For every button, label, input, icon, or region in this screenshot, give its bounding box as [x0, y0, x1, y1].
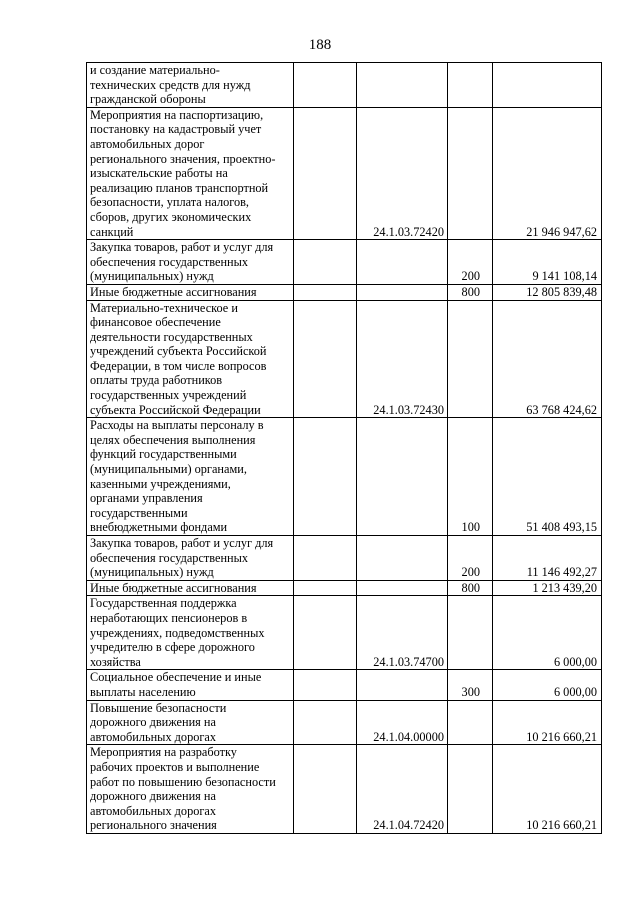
row-target-code: 24.1.04.00000 — [357, 700, 448, 745]
description-line: Мероприятия на разработку — [90, 745, 237, 760]
description-line: автомобильных дорогах — [90, 729, 217, 744]
row-description — [87, 580, 294, 596]
row-description — [87, 63, 294, 108]
row-expense-type — [448, 63, 493, 108]
row-expense-type — [448, 745, 493, 834]
row-description — [87, 536, 294, 581]
description-line: учреждениях, подведомственных — [90, 625, 265, 640]
description-line: хозяйства — [90, 654, 141, 669]
description-line: дорожного движения на — [90, 715, 216, 730]
table-row — [87, 670, 602, 700]
table-row — [87, 418, 602, 536]
row-description — [87, 107, 294, 239]
description-line: рабочих проектов и выполнение — [90, 759, 260, 774]
description-line: санкций — [90, 224, 134, 239]
table-row — [87, 536, 602, 581]
description-line: (муниципальных) нужд — [90, 565, 214, 580]
row-amount: 63 768 424,62 — [493, 300, 602, 418]
description-line: казенными учреждениями, — [90, 476, 231, 491]
row-amount: 10 216 660,21 — [493, 745, 602, 834]
description-line: (муниципальными) органами, — [90, 462, 247, 477]
description-line: государственных учреждений — [90, 388, 247, 403]
description-line: Закупка товаров, работ и услуг для — [90, 536, 274, 550]
row-subcode — [294, 596, 357, 670]
row-subcode — [294, 580, 357, 596]
description-line: обеспечения государственных — [90, 254, 249, 269]
description-line: учредителю в сфере дорожного — [90, 640, 255, 655]
description-line: реализацию планов транспортной — [90, 180, 269, 195]
row-target-code: 24.1.03.72430 — [357, 300, 448, 418]
row-description — [87, 284, 294, 300]
table-row — [87, 107, 602, 239]
description-line: Иные бюджетные ассигнования — [90, 580, 257, 595]
row-amount: 6 000,00 — [493, 596, 602, 670]
page-number: 188 — [308, 37, 332, 53]
row-target-code — [357, 536, 448, 581]
row-subcode — [294, 240, 357, 285]
description-line: оплаты труда работников — [90, 373, 223, 388]
description-line: автомобильных дорогах — [90, 803, 217, 818]
description-line: государственными — [90, 505, 188, 520]
row-description — [87, 418, 294, 536]
budget-table-body — [87, 63, 602, 834]
row-target-code: 24.1.03.74700 — [357, 596, 448, 670]
row-expense-type — [448, 596, 493, 670]
row-subcode — [294, 700, 357, 745]
description-line: регионального значения — [90, 818, 217, 833]
row-description — [87, 745, 294, 834]
description-line: субъекта Российской Федерации — [90, 402, 261, 417]
row-expense-type: 100 — [448, 418, 493, 536]
row-expense-type: 300 — [448, 670, 493, 700]
description-line: органами управления — [90, 491, 203, 506]
row-expense-type — [448, 300, 493, 418]
row-expense-type: 800 — [448, 580, 493, 596]
row-amount: 51 408 493,15 — [493, 418, 602, 536]
description-line: сборов, других экономических — [90, 209, 252, 224]
row-target-code — [357, 284, 448, 300]
description-line: регионального значения, проектно- — [90, 151, 276, 166]
row-description — [87, 700, 294, 745]
description-line: Материально-техническое и — [90, 300, 238, 315]
row-subcode — [294, 107, 357, 239]
description-line: гражданской обороны — [90, 92, 206, 107]
description-line: Федерации, в том числе вопросов — [90, 358, 267, 373]
table-row — [87, 580, 602, 596]
budget-table — [86, 62, 602, 834]
row-expense-type: 200 — [448, 240, 493, 285]
row-description — [87, 670, 294, 700]
table-row — [87, 745, 602, 834]
row-subcode — [294, 300, 357, 418]
description-line: и создание материально- — [90, 63, 220, 77]
row-amount: 11 146 492,27 — [493, 536, 602, 581]
description-line: технических средств для нужд — [90, 77, 251, 92]
description-line: Иные бюджетные ассигнования — [90, 284, 257, 299]
row-description — [87, 300, 294, 418]
row-subcode — [294, 284, 357, 300]
row-amount: 12 805 839,48 — [493, 284, 602, 300]
row-expense-type — [448, 700, 493, 745]
row-amount: 10 216 660,21 — [493, 700, 602, 745]
description-line: Расходы на выплаты персоналу в — [90, 418, 264, 433]
row-target-code — [357, 418, 448, 536]
description-line: (муниципальных) нужд — [90, 269, 214, 284]
description-line: безопасности, уплата налогов, — [90, 195, 249, 210]
row-expense-type: 200 — [448, 536, 493, 581]
row-amount: 9 141 108,14 — [493, 240, 602, 285]
description-line: Социальное обеспечение и иные — [90, 670, 262, 685]
description-line: Государственная поддержка — [90, 596, 237, 611]
table-row — [87, 63, 602, 108]
description-line: работ по повышению безопасности — [90, 774, 276, 789]
description-line: выплаты населению — [90, 684, 196, 699]
table-row — [87, 240, 602, 285]
description-line: целях обеспечения выполнения — [90, 432, 256, 447]
row-target-code — [357, 670, 448, 700]
description-line: неработающих пенсионеров в — [90, 610, 248, 625]
row-subcode — [294, 745, 357, 834]
row-amount: 6 000,00 — [493, 670, 602, 700]
description-line: автомобильных дорог — [90, 136, 205, 151]
row-description — [87, 596, 294, 670]
description-line: деятельности государственных — [90, 329, 253, 344]
row-subcode — [294, 418, 357, 536]
description-line: Повышение безопасности — [90, 700, 227, 715]
row-target-code — [357, 580, 448, 596]
row-target-code: 24.1.04.72420 — [357, 745, 448, 834]
description-line: внебюджетными фондами — [90, 520, 228, 535]
row-expense-type — [448, 107, 493, 239]
description-line: обеспечения государственных — [90, 550, 249, 565]
row-target-code: 24.1.03.72420 — [357, 107, 448, 239]
table-row — [87, 700, 602, 745]
row-subcode — [294, 536, 357, 581]
row-subcode — [294, 670, 357, 700]
description-line: постановку на кадастровый учет — [90, 122, 262, 137]
description-line: изыскательские работы на — [90, 166, 228, 181]
description-line: Мероприятия на паспортизацию, — [90, 107, 264, 122]
row-subcode — [294, 63, 357, 108]
row-target-code — [357, 63, 448, 108]
row-amount: 1 213 439,20 — [493, 580, 602, 596]
table-row — [87, 284, 602, 300]
description-line: функций государственными — [90, 447, 237, 462]
description-line: учреждений субъекта Российской — [90, 344, 267, 359]
row-expense-type: 800 — [448, 284, 493, 300]
row-amount: 21 946 947,62 — [493, 107, 602, 239]
row-amount — [493, 63, 602, 108]
description-line: дорожного движения на — [90, 789, 216, 804]
description-line: финансовое обеспечение — [90, 315, 221, 330]
row-description — [87, 240, 294, 285]
table-row — [87, 300, 602, 418]
table-row — [87, 596, 602, 670]
row-target-code — [357, 240, 448, 285]
description-line: Закупка товаров, работ и услуг для — [90, 240, 274, 255]
